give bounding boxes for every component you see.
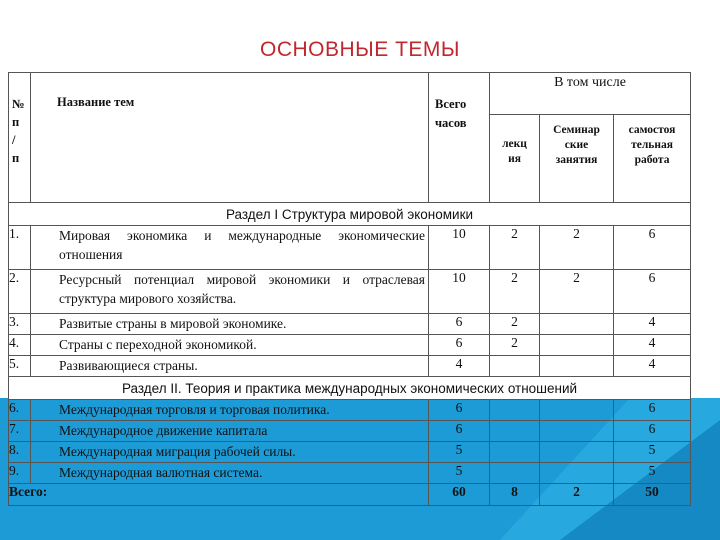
table-row <box>9 270 691 314</box>
row-seminars <box>540 442 614 463</box>
row-self-study: 6 <box>614 400 691 421</box>
row-number: 4. <box>9 335 31 356</box>
row-self-study: 4 <box>614 356 691 377</box>
row-lectures: 2 <box>490 314 540 335</box>
row-seminars <box>540 335 614 356</box>
header-seminars: Семинар ские занятия <box>540 115 614 203</box>
row-seminars: 2 <box>540 270 614 314</box>
header-total-hours: Всего часов <box>429 73 490 203</box>
row-total: 10 <box>429 270 490 314</box>
row-number: 1. <box>9 226 31 270</box>
row-number: 3. <box>9 314 31 335</box>
totals-row <box>9 484 691 506</box>
row-topic: Мировая экономика и международные экономические отношения <box>31 226 429 270</box>
header-topic-name: Название тем <box>31 73 429 203</box>
row-topic: Международное движение капитала <box>31 421 429 442</box>
header-lectures: лекц ия <box>490 115 540 203</box>
row-self-study: 5 <box>614 463 691 484</box>
totals-label: Всего: <box>9 484 429 506</box>
header-number: № п / п <box>9 73 31 203</box>
row-topic: Страны с переходной экономикой. <box>31 335 429 356</box>
row-number: 2. <box>9 270 31 314</box>
totals-seminars: 2 <box>540 484 614 506</box>
row-self-study: 6 <box>614 270 691 314</box>
row-total: 4 <box>429 356 490 377</box>
row-lectures <box>490 463 540 484</box>
row-seminars <box>540 463 614 484</box>
row-lectures <box>490 400 540 421</box>
row-lectures: 2 <box>490 335 540 356</box>
section-row <box>9 377 691 400</box>
row-number: 7. <box>9 421 31 442</box>
table-row <box>9 335 691 356</box>
row-topic: Развивающиеся страны. <box>31 356 429 377</box>
row-total: 6 <box>429 314 490 335</box>
row-total: 6 <box>429 421 490 442</box>
row-number: 6. <box>9 400 31 421</box>
row-topic: Международная торговля и торговая политика. <box>31 400 429 421</box>
row-lectures <box>490 442 540 463</box>
table-body <box>9 203 691 506</box>
table-row <box>9 314 691 335</box>
page-title: ОСНОВНЫЕ ТЕМЫ <box>259 38 461 61</box>
row-self-study: 4 <box>614 335 691 356</box>
row-lectures: 2 <box>490 226 540 270</box>
table-row <box>9 421 691 442</box>
section-row <box>9 203 691 226</box>
topics-table <box>8 72 691 506</box>
totals-lectures: 8 <box>490 484 540 506</box>
row-seminars <box>540 314 614 335</box>
table-row <box>9 356 691 377</box>
table-row <box>9 226 691 270</box>
row-topic: Международная валютная система. <box>31 463 429 484</box>
row-seminars <box>540 400 614 421</box>
row-lectures <box>490 356 540 377</box>
row-lectures <box>490 421 540 442</box>
section-title: Раздел I Структура мировой экономики <box>9 203 691 226</box>
header-row-1 <box>9 73 691 115</box>
row-self-study: 6 <box>614 421 691 442</box>
row-self-study: 5 <box>614 442 691 463</box>
row-total: 6 <box>429 335 490 356</box>
table-row <box>9 400 691 421</box>
topics-table-wrapper <box>8 72 690 506</box>
row-self-study: 6 <box>614 226 691 270</box>
row-total: 10 <box>429 226 490 270</box>
row-number: 8. <box>9 442 31 463</box>
row-total: 6 <box>429 400 490 421</box>
header-self-study: самостоя тельная работа <box>614 115 691 203</box>
row-seminars <box>540 421 614 442</box>
row-number: 5. <box>9 356 31 377</box>
row-seminars: 2 <box>540 226 614 270</box>
table-row <box>9 463 691 484</box>
header-including: В том числе <box>490 73 691 115</box>
row-lectures: 2 <box>490 270 540 314</box>
row-topic: Развитые страны в мировой экономике. <box>31 314 429 335</box>
table-row <box>9 442 691 463</box>
row-total: 5 <box>429 463 490 484</box>
row-seminars <box>540 356 614 377</box>
row-total: 5 <box>429 442 490 463</box>
row-number: 9. <box>9 463 31 484</box>
row-topic: Ресурсный потенциал мировой экономики и отраслевая структура мирового хозяйства. <box>31 270 429 314</box>
totals-total: 60 <box>429 484 490 506</box>
section-title: Раздел II. Теория и практика международных экономических отношений <box>9 377 691 400</box>
row-topic: Международная миграция рабочей силы. <box>31 442 429 463</box>
row-self-study: 4 <box>614 314 691 335</box>
totals-self-study: 50 <box>614 484 691 506</box>
